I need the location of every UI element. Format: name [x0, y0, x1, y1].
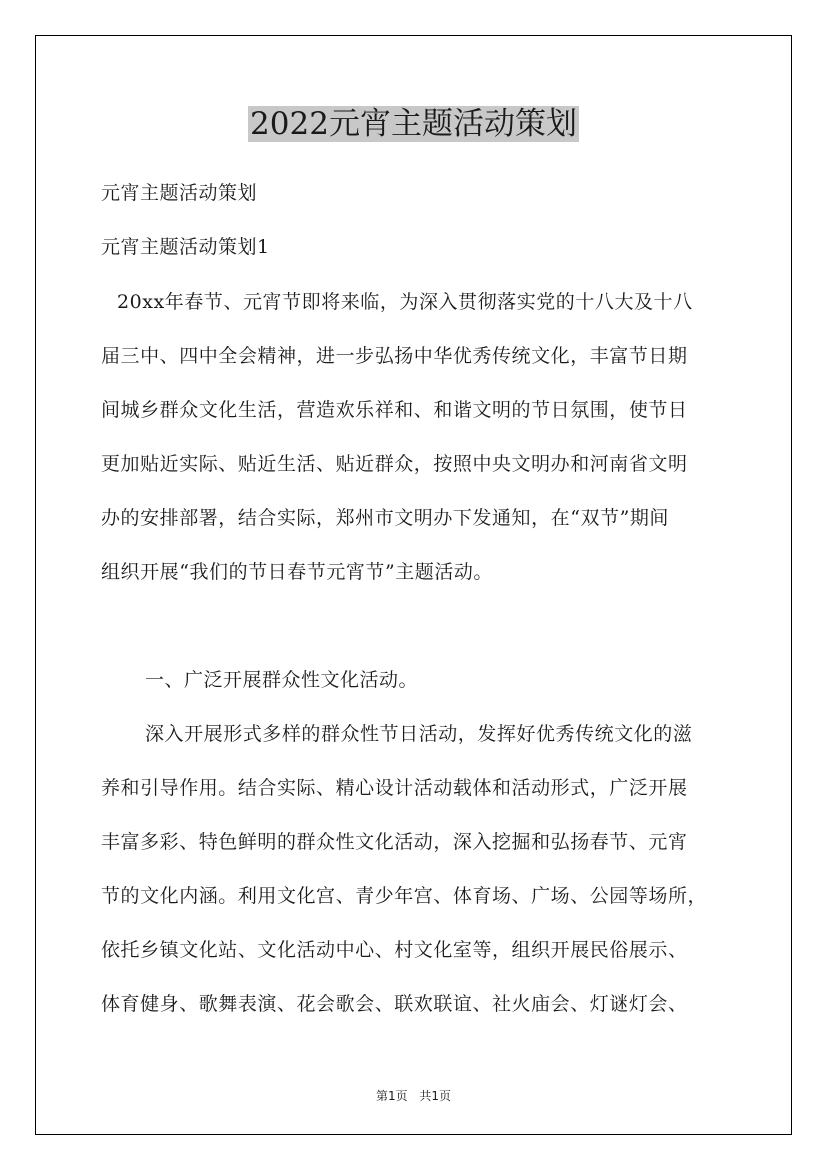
section-heading: 元宵主题活动策划1 — [101, 236, 270, 258]
paragraph-line: 依托乡镇文化站、文化活动中心、村文化室等，组织开展民俗展示、 — [101, 939, 688, 961]
paragraph-1 — [101, 344, 688, 614]
page-footer — [0, 1088, 827, 1104]
paragraph-2 — [101, 776, 707, 1046]
paragraph-line: 丰富多彩、特色鲜明的群众性文化活动，深入挖掘和弘扬春节、元宵 — [101, 831, 688, 853]
paragraph-line: 间城乡群众文化生活，营造欢乐祥和、和谐文明的节日氛围，使节日 — [101, 399, 688, 421]
paragraph-line: 20xx年春节、元宵节即将来临，为深入贯彻落实党的十八大及十八 — [117, 291, 693, 313]
document-subtitle: 元宵主题活动策划 — [101, 182, 258, 204]
document-title: 2022元宵主题活动策划 — [250, 106, 577, 142]
paragraph-line: 节的文化内涵。利用文化宫、青少年宫、体育场、广场、公园等场所， — [101, 885, 708, 907]
paragraph-2-first — [145, 722, 692, 776]
paragraph-1-first — [117, 290, 693, 344]
page-number: 第1页 — [375, 1089, 408, 1103]
page-total: 共1页 — [419, 1089, 452, 1103]
paragraph-line: 体育健身、歌舞表演、花会歌会、联欢联谊、社火庙会、灯谜灯会、 — [101, 993, 688, 1015]
paragraph-line: 深入开展形式多样的群众性节日活动，发挥好优秀传统文化的滋 — [145, 723, 693, 745]
paragraph-line: 更加贴近实际、贴近生活、贴近群众，按照中央文明办和河南省文明 — [101, 453, 688, 475]
paragraph-line: 届三中、四中全会精神，进一步弘扬中华优秀传统文化，丰富节日期 — [101, 345, 688, 367]
paragraph-line: 组织开展“我们的节日春节元宵节”主题活动。 — [101, 561, 493, 583]
paragraph-line: 养和引导作用。结合实际、精心设计活动载体和活动形式，广泛开展 — [101, 777, 688, 799]
paragraph-line: 办的安排部署，结合实际，郑州市文明办下发通知，在“双节”期间 — [101, 507, 669, 529]
heading-one: 一、广泛开展群众性文化活动。 — [145, 669, 419, 691]
document-title-wrap — [0, 104, 827, 144]
